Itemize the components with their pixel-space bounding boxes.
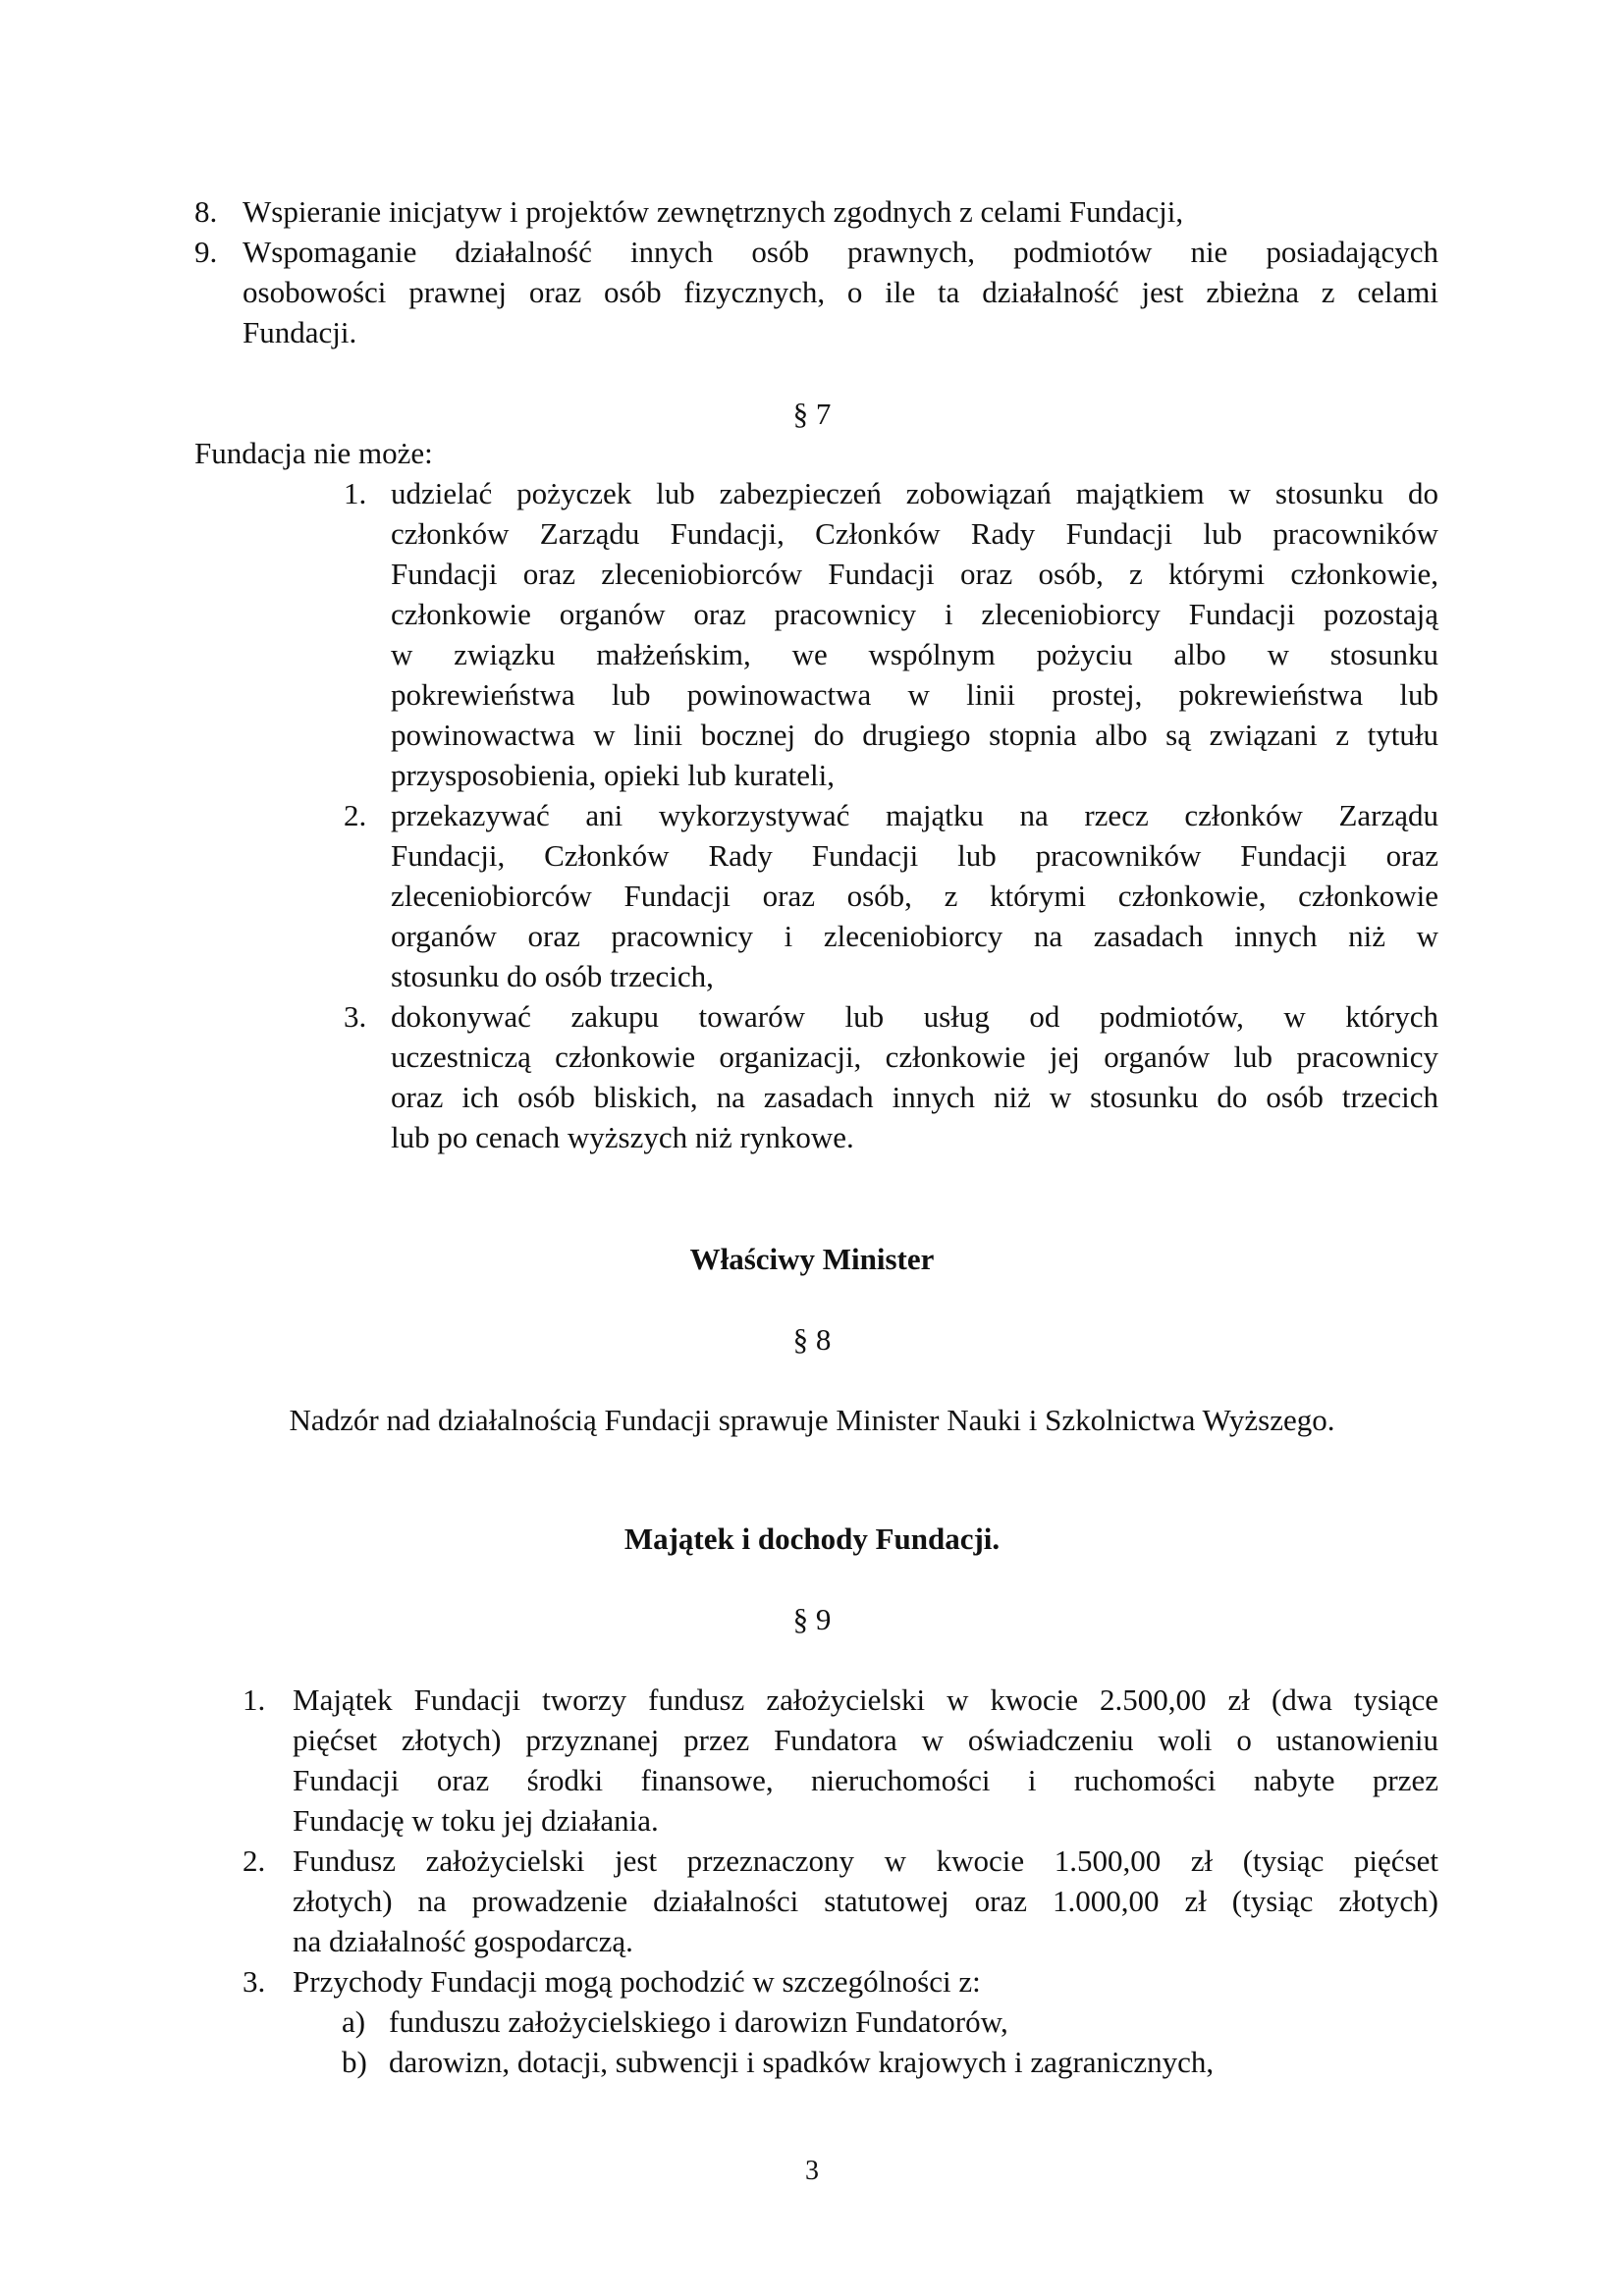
list-item-text: powinowactwa w linii bocznej do drugiego stopnia albo są związani z tytułu xyxy=(391,718,1438,752)
list-item-text: pokrewieństwa lub powinowactwa w linii prostej, pokrewieństwa lub xyxy=(391,677,1438,712)
paragraph-mark-7: § 7 xyxy=(792,397,832,431)
section9-item-2 xyxy=(293,1841,1438,1961)
section7-item-1 xyxy=(391,473,1438,795)
section7-item-2 xyxy=(391,795,1438,996)
list-item-text: Wspomaganie działalność innych osób prawnych, podmiotów nie posiadających xyxy=(243,235,1438,269)
list-item-8 xyxy=(243,191,1438,232)
list-item-text: w związku małżeńskim, we wspólnym pożyciu albo w stosunku xyxy=(391,637,1438,671)
paragraph-mark-9: § 9 xyxy=(792,1602,832,1636)
sublist-item-a: funduszu założycielskiego i darowizn Fundatorów, xyxy=(389,2004,1008,2039)
sublist-letter: b) xyxy=(342,2045,367,2079)
list-item-text: na działalność gospodarczą. xyxy=(293,1924,633,1958)
page-number: 3 xyxy=(805,2156,819,2186)
list-item-text: Fundacji, Członków Rady Fundacji lub pracowników Fundacji oraz xyxy=(391,838,1438,873)
section9-item-3 xyxy=(293,1961,1438,2002)
list-item-text: osobowości prawnej oraz osób fizycznych, o ile ta działalność jest zbieżna z celami xyxy=(243,275,1438,309)
list-item-text: zleceniobiorców Fundacji oraz osób, z którymi członkowie, członkowie xyxy=(391,879,1438,913)
list-item-text: Majątek Fundacji tworzy fundusz założycielski w kwocie 2.500,00 zł (dwa tysiące xyxy=(293,1682,1438,1717)
list-item-text: pięćset złotych) przyznanej przez Fundatora w oświadczeniu woli o ustanowieniu xyxy=(293,1723,1438,1757)
list-number: 1. xyxy=(344,476,367,510)
list-item-text: przysposobienia, opieki lub kurateli, xyxy=(391,758,835,792)
list-item-text: Fundacji oraz środki finansowe, nieruchomości i ruchomości nabyte przez xyxy=(293,1763,1438,1797)
sublist-item-b: darowizn, dotacji, subwencji i spadków krajowych i zagranicznych, xyxy=(389,2045,1215,2079)
list-item-text: udzielać pożyczek lub zabezpieczeń zobowiązań majątkiem w stosunku do xyxy=(391,476,1438,510)
list-item-text: członkowie organów oraz pracownicy i zleceniobiorcy Fundacji pozostają xyxy=(391,597,1438,631)
list-item-text: Fundację w toku jej działania. xyxy=(293,1803,659,1838)
list-item-text: złotych) na prowadzenie działalności statutowej oraz 1.000,00 zł (tysiąc złotych) xyxy=(293,1884,1438,1918)
list-number: 9. xyxy=(194,235,218,269)
section9-item-1 xyxy=(293,1680,1438,1841)
section7-intro: Fundacja nie może: xyxy=(194,436,433,470)
list-number: 2. xyxy=(243,1843,266,1878)
list-item-text: Fundusz założycielski jest przeznaczony w kwocie 1.500,00 zł (tysiąc pięćset xyxy=(293,1843,1438,1878)
list-item-text: przekazywać ani wykorzystywać majątku na rzecz członków Zarządu xyxy=(391,798,1438,832)
section9-heading: Majątek i dochody Fundacji. xyxy=(623,1522,1001,1556)
list-number: 2. xyxy=(344,798,367,832)
list-number: 3. xyxy=(344,999,367,1034)
paragraph-mark-8: § 8 xyxy=(792,1322,832,1357)
list-item-text: Wspieranie inicjatyw i projektów zewnętrznych zgodnych z celami Fundacji, xyxy=(243,194,1184,229)
list-number: 1. xyxy=(243,1682,266,1717)
list-item-text: Przychody Fundacji mogą pochodzić w szczególności z: xyxy=(293,1964,981,1999)
section7-item-3 xyxy=(391,996,1438,1157)
list-item-text: Fundacji oraz zleceniobiorców Fundacji oraz osób, z którymi członkowie, xyxy=(391,557,1438,591)
list-item-text: członków Zarządu Fundacji, Członków Rady Fundacji lub pracowników xyxy=(391,516,1438,551)
list-item-9 xyxy=(243,232,1438,352)
section8-heading: Właściwy Minister xyxy=(689,1242,935,1276)
section8-text: Nadzór nad działalnością Fundacji sprawuje Minister Nauki i Szkolnictwa Wyższego. xyxy=(289,1403,1335,1437)
list-item-text: dokonywać zakupu towarów lub usług od podmiotów, w których xyxy=(391,999,1438,1034)
sublist-letter: a) xyxy=(342,2004,366,2039)
list-item-text: uczestniczą członkowie organizacji, członkowie jej organów lub pracownicy xyxy=(391,1040,1438,1074)
list-item-text: Fundacji. xyxy=(243,315,357,349)
list-item-text: organów oraz pracownicy i zleceniobiorcy na zasadach innych niż w xyxy=(391,919,1438,953)
list-number: 8. xyxy=(194,194,218,229)
list-item-text: oraz ich osób bliskich, na zasadach innych niż w stosunku do osób trzecich xyxy=(391,1080,1438,1114)
list-item-text: lub po cenach wyższych niż rynkowe. xyxy=(391,1120,854,1154)
list-number: 3. xyxy=(243,1964,266,1999)
list-item-text: stosunku do osób trzecich, xyxy=(391,959,714,993)
